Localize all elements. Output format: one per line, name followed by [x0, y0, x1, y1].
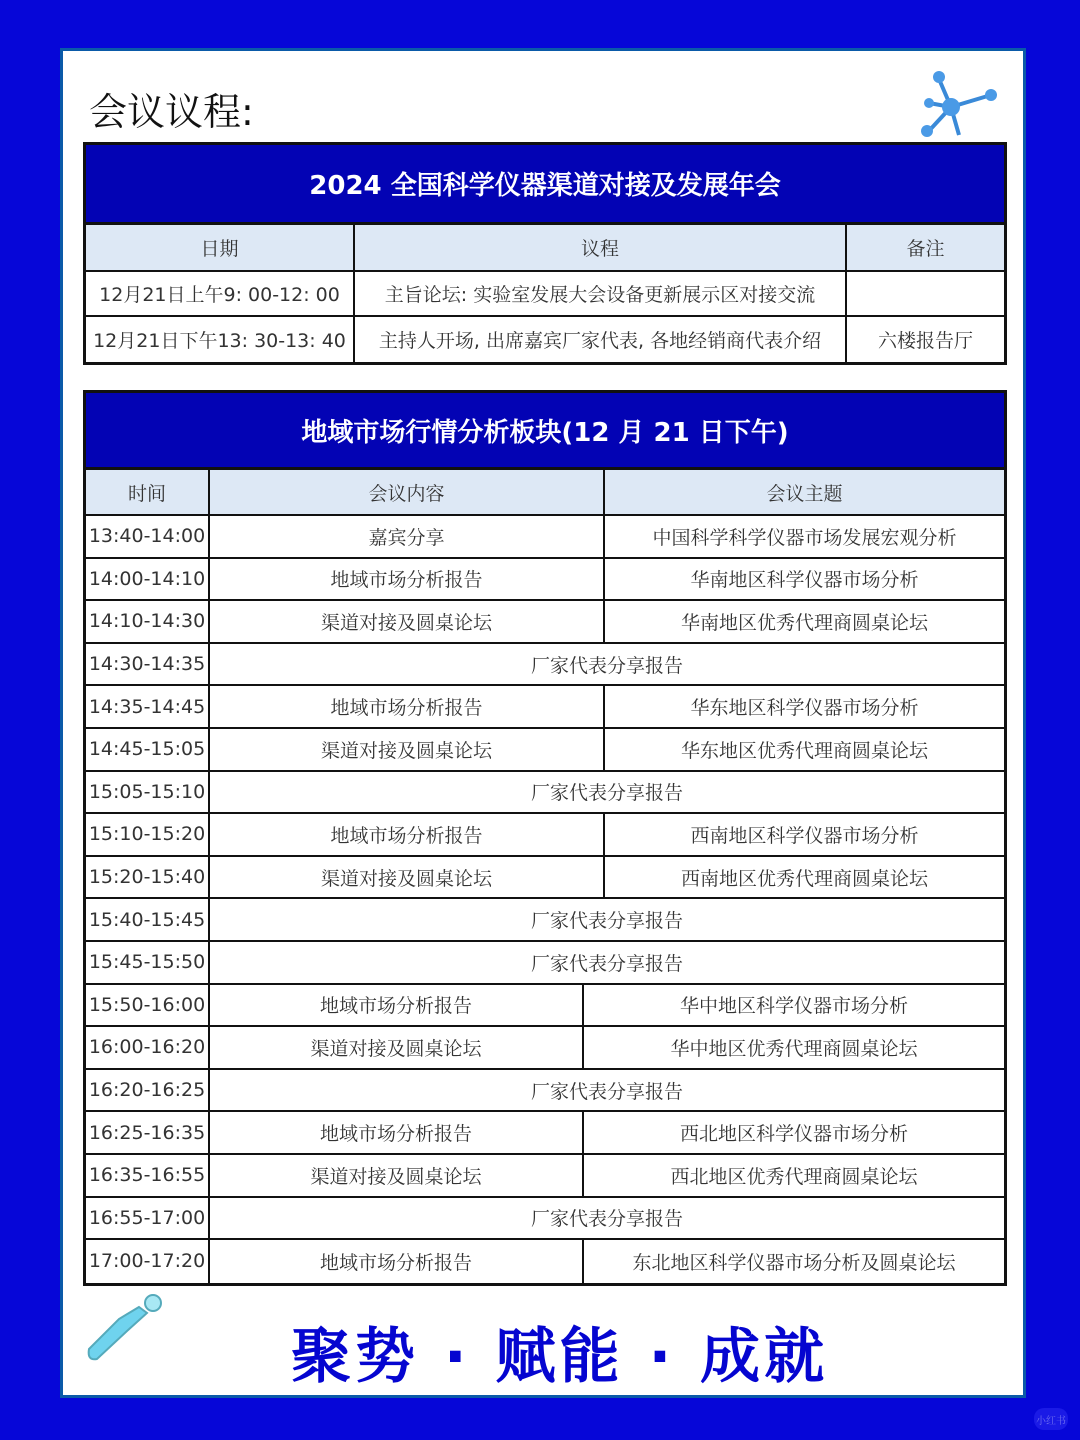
- column-header: 时间: [86, 470, 210, 514]
- molecule-icon: [915, 69, 1005, 139]
- content-cell-merged: 厂家代表分享报告: [530, 782, 683, 805]
- table-header-row: [86, 470, 1004, 516]
- note-cell: [847, 272, 1004, 315]
- time-cell: 14:35-14:45: [86, 686, 210, 727]
- table-title: 2024 全国科学仪器渠道对接及发展年会: [86, 145, 1004, 225]
- content-cell-merged: 厂家代表分享报告: [530, 1080, 683, 1103]
- column-header: 会议主题: [605, 470, 1004, 514]
- table-row: [86, 559, 1004, 602]
- time-cell: 16:00-16:20: [86, 1027, 210, 1068]
- topic-cell: 华南地区优秀代理商圆桌论坛: [680, 611, 928, 634]
- table-row: [86, 1155, 1004, 1198]
- table-row: [86, 1070, 1004, 1113]
- content-cell: 渠道对接及圆桌论坛: [210, 729, 605, 770]
- date-cell: 12月21日下午13: 30-13: 40: [86, 317, 355, 362]
- content-cell-merged: 厂家代表分享报告: [530, 1208, 683, 1231]
- regional-market-table: [83, 390, 1007, 1286]
- content-cell: 渠道对接及圆桌论坛: [210, 1155, 584, 1196]
- time-cell: 14:45-15:05: [86, 729, 210, 770]
- content-cell: 渠道对接及圆桌论坛: [210, 601, 605, 642]
- topic-cell: 西北地区优秀代理商圆桌论坛: [670, 1165, 918, 1188]
- content-cell-merged: 厂家代表分享报告: [530, 952, 683, 975]
- table-row: [86, 1240, 1004, 1283]
- table-row: [86, 317, 1004, 362]
- topic-cell: 华南地区科学仪器市场分析: [690, 569, 919, 592]
- topic-cell: 中国科学科学仪器市场发展宏观分析: [652, 526, 957, 549]
- content-cell: 地域市场分析报告: [210, 1112, 584, 1153]
- content-cell: 地域市场分析报告: [210, 814, 605, 855]
- table-header-row: [86, 225, 1004, 272]
- content-cell-merged: 厂家代表分享报告: [530, 910, 683, 933]
- column-header: 会议内容: [210, 470, 605, 514]
- table-row: [86, 1198, 1004, 1241]
- flask-icon: [83, 1291, 167, 1363]
- table-row: [86, 899, 1004, 942]
- time-cell: 17:00-17:20: [86, 1240, 210, 1283]
- time-cell: 16:20-16:25: [86, 1070, 210, 1111]
- time-cell: 15:20-15:40: [86, 857, 210, 898]
- note-cell: 六楼报告厅: [877, 330, 973, 352]
- topic-cell: 西北地区科学仪器市场分析: [679, 1123, 908, 1146]
- watermark: 小红书: [1034, 1408, 1068, 1430]
- time-cell: 15:05-15:10: [86, 772, 210, 813]
- time-cell: 13:40-14:00: [86, 516, 210, 557]
- table-row: [86, 272, 1004, 317]
- table-row: [86, 814, 1004, 857]
- time-cell: 14:00-14:10: [86, 559, 210, 600]
- content-cell: 地域市场分析报告: [210, 559, 605, 600]
- topic-cell: 西南地区优秀代理商圆桌论坛: [680, 867, 928, 890]
- topic-cell: 西南地区科学仪器市场分析: [690, 824, 919, 847]
- content-cell-merged: 厂家代表分享报告: [530, 654, 683, 677]
- time-cell: 15:40-15:45: [86, 899, 210, 940]
- time-cell: 14:10-14:30: [86, 601, 210, 642]
- content-cell: 地域市场分析报告: [210, 1240, 584, 1283]
- column-header: 备注: [847, 225, 1004, 270]
- table-title: 地域市场行情分析板块(12 月 21 日下午): [86, 393, 1004, 470]
- time-cell: 16:35-16:55: [86, 1155, 210, 1196]
- time-cell: 15:45-15:50: [86, 942, 210, 983]
- annual-meeting-table: [83, 142, 1007, 365]
- column-header: 议程: [355, 225, 847, 270]
- date-cell: 12月21日上午9: 00-12: 00: [86, 272, 355, 315]
- content-cell: 渠道对接及圆桌论坛: [210, 857, 605, 898]
- content-cell: 地域市场分析报告: [210, 985, 584, 1026]
- agenda-card: [60, 48, 1026, 1398]
- table-row: [86, 1027, 1004, 1070]
- time-cell: 16:25-16:35: [86, 1112, 210, 1153]
- table-row: [86, 644, 1004, 687]
- content-cell: 渠道对接及圆桌论坛: [210, 1027, 584, 1068]
- table-row: [86, 601, 1004, 644]
- agenda-cell: 主持人开场, 出席嘉宾厂家代表, 各地经销商代表介绍: [355, 317, 847, 362]
- topic-cell: 华东地区科学仪器市场分析: [690, 697, 919, 720]
- topic-cell: 华中地区科学仪器市场分析: [679, 995, 908, 1018]
- time-cell: 14:30-14:35: [86, 644, 210, 685]
- table-row: [86, 1112, 1004, 1155]
- table-row: [86, 857, 1004, 900]
- time-cell: 16:55-17:00: [86, 1198, 210, 1239]
- table-row: [86, 686, 1004, 729]
- page-title: 会议议程:: [89, 90, 254, 134]
- table-row: [86, 516, 1004, 559]
- time-cell: 15:50-16:00: [86, 985, 210, 1026]
- column-header: 日期: [86, 225, 355, 270]
- time-cell: 15:10-15:20: [86, 814, 210, 855]
- table-row: [86, 772, 1004, 815]
- slogan: 聚势 · 赋能 · 成就: [291, 1322, 829, 1392]
- topic-cell: 东北地区科学仪器市场分析及圆桌论坛: [632, 1251, 956, 1274]
- content-cell: 嘉宾分享: [210, 516, 605, 557]
- content-cell: 地域市场分析报告: [210, 686, 605, 727]
- topic-cell: 华东地区优秀代理商圆桌论坛: [680, 739, 928, 762]
- table-row: [86, 985, 1004, 1028]
- agenda-cell: 主旨论坛: 实验室发展大会设备更新展示区对接交流: [355, 272, 847, 315]
- topic-cell: 华中地区优秀代理商圆桌论坛: [670, 1037, 918, 1060]
- table-row: [86, 729, 1004, 772]
- table-row: [86, 942, 1004, 985]
